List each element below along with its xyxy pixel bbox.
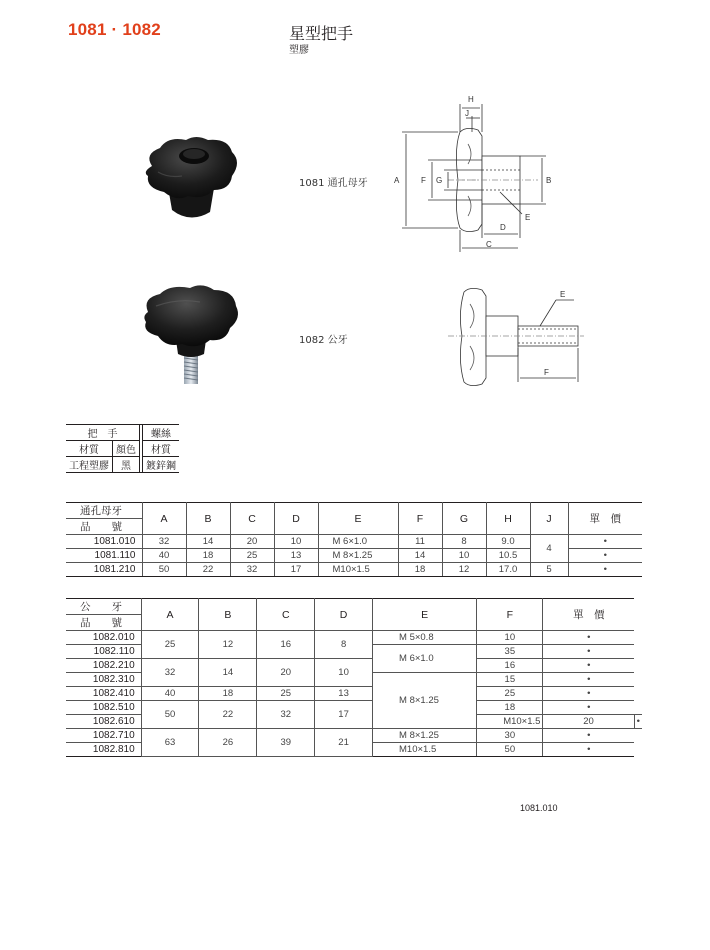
cell-price: • (568, 563, 642, 577)
cell-A: 63 (141, 729, 199, 757)
cell-D: 8 (315, 631, 373, 659)
item-code: 1082.110 (66, 645, 141, 659)
cell-D: 10 (274, 535, 318, 549)
item-code: 1082.310 (66, 673, 141, 687)
cell-B: 14 (199, 659, 257, 687)
footer-item-code: 1081.010 (520, 803, 558, 813)
cell-price: • (543, 659, 634, 673)
table-row (66, 535, 642, 549)
cell-price: • (543, 631, 634, 645)
cell-E: M10×1.5 (373, 743, 477, 757)
material-table (66, 424, 179, 473)
item-code: 1081.210 (66, 563, 142, 577)
cell-F: 14 (398, 549, 442, 563)
cell-D: 10 (315, 659, 373, 687)
cell-C: 32 (257, 701, 315, 729)
cell-F: 10 (477, 631, 543, 645)
item-code: 1081.010 (66, 535, 142, 549)
cell-G: 10 (442, 549, 486, 563)
dim-B: B (546, 176, 552, 185)
spec-table-1081 (66, 502, 642, 577)
cell-E: M 8×1.25 (318, 549, 398, 563)
cell-A: 25 (141, 631, 199, 659)
cell-price: • (634, 715, 642, 729)
cell-A: 40 (141, 687, 199, 701)
table1-head-lead-1: 通孔母牙 (66, 503, 142, 519)
knob-1082-photo (138, 282, 246, 392)
cell-C: 25 (230, 549, 274, 563)
product-title: 星型把手 (289, 24, 354, 43)
table2-col-B: B (199, 599, 257, 631)
table1-col-G: G (442, 503, 486, 535)
cell-B: 14 (186, 535, 230, 549)
cell-E: M10×1.5 (477, 715, 543, 729)
cell-F: 20 (543, 715, 634, 729)
cell-F: 25 (477, 687, 543, 701)
table1-col-price: 單 價 (568, 503, 642, 535)
table1-col-B: B (186, 503, 230, 535)
table2-col-E: E (373, 599, 477, 631)
cell-price: • (543, 729, 634, 743)
cell-E: M 8×1.25 (373, 729, 477, 743)
screw-material-value: 鍍鋅鋼 (143, 457, 180, 473)
cell-E: M 6×1.0 (318, 535, 398, 549)
material-screw-header: 螺絲 (143, 425, 180, 441)
cell-B: 22 (186, 563, 230, 577)
cell-E: M 5×0.8 (373, 631, 477, 645)
cell-C: 20 (230, 535, 274, 549)
cell-H: 17.0 (486, 563, 530, 577)
cell-price: • (568, 535, 642, 549)
cell-F: 18 (477, 701, 543, 715)
cell-H: 10.5 (486, 549, 530, 563)
dim-H: H (468, 95, 474, 104)
item-code: 1081.110 (66, 549, 142, 563)
cell-D: 13 (274, 549, 318, 563)
table1-col-E: E (318, 503, 398, 535)
cell-price: • (568, 549, 642, 563)
drawing-1082 (438, 286, 588, 386)
cell-E: M10×1.5 (318, 563, 398, 577)
cell-C: 32 (230, 563, 274, 577)
cell-J: 4 (530, 535, 568, 563)
table2-head-lead-1: 公 牙 (66, 599, 141, 615)
item-code: 1082.710 (66, 729, 141, 743)
handle-color-value: 黑 (113, 457, 140, 473)
dim-F: F (421, 176, 426, 185)
cell-D: 17 (315, 701, 373, 729)
table1-head-lead-2: 品 號 (66, 519, 142, 535)
table1-col-H: H (486, 503, 530, 535)
table-row (66, 729, 642, 743)
cell-price: • (543, 645, 634, 659)
item-code: 1082.610 (66, 715, 141, 729)
cell-F: 15 (477, 673, 543, 687)
cell-C: 20 (257, 659, 315, 687)
cell-D: 17 (274, 563, 318, 577)
cell-G: 8 (442, 535, 486, 549)
cell-J: 5 (530, 563, 568, 577)
cell-B: 22 (199, 701, 257, 729)
cell-price: • (543, 673, 634, 687)
cell-B: 26 (199, 729, 257, 757)
cell-F: 35 (477, 645, 543, 659)
cell-A: 32 (142, 535, 186, 549)
cell-C: 25 (257, 687, 315, 701)
cell-B: 18 (199, 687, 257, 701)
dim-E-1082: E (560, 290, 566, 299)
dim-D: D (500, 223, 506, 232)
cell-F: 18 (398, 563, 442, 577)
model-1081-label: 1081 通孔母牙 (299, 178, 368, 189)
dim-E: E (525, 213, 531, 222)
knob-1081-photo (138, 132, 246, 224)
handle-material-value: 工程塑膠 (66, 457, 113, 473)
table1-col-F: F (398, 503, 442, 535)
cell-H: 9.0 (486, 535, 530, 549)
table2-col-A: A (141, 599, 199, 631)
table2-col-F: F (477, 599, 543, 631)
cell-price: • (543, 687, 634, 701)
table1-col-C: C (230, 503, 274, 535)
cell-B: 18 (186, 549, 230, 563)
table1-col-A: A (142, 503, 186, 535)
spec-table-1082 (66, 598, 642, 757)
cell-A: 40 (142, 549, 186, 563)
table-row (66, 631, 642, 645)
table2-head-lead-2: 品 號 (66, 615, 141, 631)
table-row (66, 563, 642, 577)
cell-price: • (543, 701, 634, 715)
item-code: 1082.810 (66, 743, 141, 757)
dim-A: A (394, 176, 400, 185)
table2-col-D: D (315, 599, 373, 631)
item-code: 1082.010 (66, 631, 141, 645)
cell-A: 32 (141, 659, 199, 687)
material-label: 材質 (66, 441, 113, 457)
color-label: 顏色 (113, 441, 140, 457)
dim-C: C (486, 240, 492, 249)
product-codes: 1081 · 1082 (68, 20, 161, 39)
cell-price: • (543, 743, 634, 757)
product-material-subtitle: 塑膠 (289, 45, 309, 56)
cell-A: 50 (141, 701, 199, 729)
table-row (66, 701, 642, 715)
dim-J: J (465, 109, 469, 118)
cell-F: 16 (477, 659, 543, 673)
cell-D: 13 (315, 687, 373, 701)
model-1082-label: 1082 公牙 (299, 335, 348, 346)
dim-G: G (436, 176, 443, 185)
cell-F: 11 (398, 535, 442, 549)
drawing-1081 (388, 92, 558, 262)
cell-E: M 6×1.0 (373, 645, 477, 673)
cell-B: 12 (199, 631, 257, 659)
table-row (66, 687, 642, 701)
cell-F: 50 (477, 743, 543, 757)
cell-E: M 8×1.25 (373, 673, 477, 729)
cell-C: 39 (257, 729, 315, 757)
item-code: 1082.410 (66, 687, 141, 701)
table1-col-J: J (530, 503, 568, 535)
cell-D: 21 (315, 729, 373, 757)
dim-F-1082: F (544, 368, 549, 377)
item-code: 1082.510 (66, 701, 141, 715)
table2-col-price: 單 價 (543, 599, 634, 631)
table1-col-D: D (274, 503, 318, 535)
table-row (66, 659, 642, 673)
cell-G: 12 (442, 563, 486, 577)
item-code: 1082.210 (66, 659, 141, 673)
material-handle-header: 把 手 (66, 425, 140, 441)
screw-material-label: 材質 (143, 441, 180, 457)
cell-F: 30 (477, 729, 543, 743)
cell-C: 16 (257, 631, 315, 659)
cell-A: 50 (142, 563, 186, 577)
table2-col-C: C (257, 599, 315, 631)
